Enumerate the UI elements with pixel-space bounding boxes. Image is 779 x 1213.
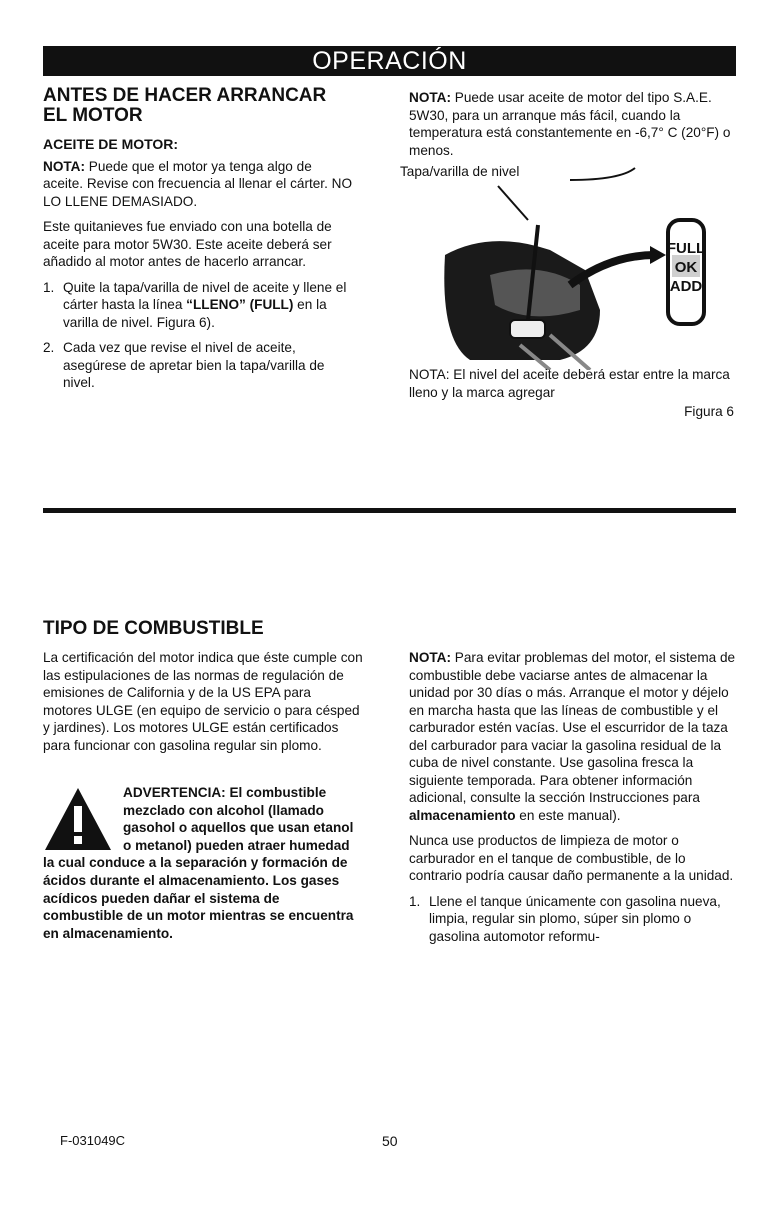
step-number: 2. bbox=[43, 340, 55, 355]
figure-oil-dipstick bbox=[400, 160, 735, 370]
body-paragraph: La certificación del motor indica que éste cumple con las estipulaciones de las normas de regulación de emisiones de California y de la US EPA para motores ULGE (en equipo de servicio o para césped y jardines). Los motores ULGE están certificados para funcionar con gasolina regular sin plomo. bbox=[43, 650, 363, 753]
gauge-add-label: ADD bbox=[669, 278, 703, 295]
note-bold-text: almacenamiento bbox=[409, 807, 516, 823]
body-paragraph: Nunca use productos de limpieza de motor o carburador en el tanque de combustible, de lo contrario podría causar daño permanente a la unidad. bbox=[409, 833, 734, 883]
fuel-notes bbox=[409, 649, 736, 953]
step-bold-text: “LLENO” (FULL) bbox=[186, 297, 294, 312]
note-label: NOTA: bbox=[409, 650, 452, 665]
note-text: Puede usar aceite de motor del tipo S.A.E. 5W30, para un arranque más fácil, cuando la temperatura está constantemente en -6,7° C (20°F) o menos. bbox=[409, 90, 731, 158]
note-label: NOTA: bbox=[43, 158, 86, 174]
document-code: F-031049C bbox=[60, 1133, 126, 1148]
oil-type-note bbox=[409, 89, 734, 167]
note-text: Para evitar problemas del motor, el sistema de combustible debe vaciarse antes de almacenar la unidad por 30 días o más. Arranque el motor y déjelo en marcha hasta que las líneas de combustible y el carburador estén vacías. Use el escurridor de la taza del carburador para vaciar la gasolina residual de la cuba de nivel constante. Use gasolina fresca la siguiente temporada. Para obtener información adicional, consulte la sección Instrucciones para bbox=[409, 650, 736, 805]
gauge-ok-label: OK bbox=[674, 259, 698, 276]
note-paragraph bbox=[409, 649, 736, 824]
warning-icon bbox=[43, 786, 113, 852]
step-text: Llene el tanque únicamente con gasolina nueva, limpia, regular sin plomo, súper sin plomo o gasolina automotor reformu- bbox=[429, 893, 721, 944]
section-title-line1: ANTES DE HACER ARRANCAR bbox=[43, 85, 327, 106]
hand-curve bbox=[570, 168, 635, 180]
figure-caption bbox=[409, 366, 734, 421]
warning-text: ADVERTENCIA: El combustible mezclado con alcohol (llamado gasohol o aquellos que usan etanol o metanol) pueden atraer humedad la cual conduce a la separación y formación de ácidos durante el almacenamiento. Los gases acídicos pueden dañar el sistema de combustible de un motor mientras se encuentra en almacenamiento. bbox=[43, 785, 354, 941]
section-fuel-type bbox=[43, 619, 363, 942]
note-text-end: en este manual). bbox=[515, 807, 621, 823]
steps-list bbox=[43, 279, 355, 392]
section-title-line2: EL MOTOR bbox=[43, 105, 143, 126]
step-text: Quite la tapa/varilla de nivel de aceite y llene el cárter hasta la línea bbox=[63, 279, 347, 312]
step-item bbox=[43, 339, 355, 392]
steps-list bbox=[409, 893, 736, 946]
section-divider bbox=[43, 508, 736, 513]
subsection-title: ACEITE DE MOTOR: bbox=[43, 136, 179, 152]
section-engine-oil bbox=[43, 86, 355, 400]
step-text-end: en la varilla de nivel. Figura 6). bbox=[63, 297, 327, 330]
note-label: NOTA: bbox=[409, 90, 452, 105]
dipstick-illustration bbox=[400, 160, 735, 370]
caption-text: NOTA: El nivel del aceite deberá estar entre la marca lleno y la marca agregar bbox=[409, 367, 730, 400]
gauge-full-label: FULL bbox=[666, 240, 706, 257]
step-item bbox=[43, 279, 355, 332]
section-title: TIPO DE COMBUSTIBLE bbox=[43, 618, 264, 639]
note-paragraph bbox=[43, 158, 355, 211]
warning-block bbox=[43, 784, 363, 942]
page-number: 50 bbox=[382, 1133, 398, 1149]
step-item bbox=[409, 893, 736, 946]
body-paragraph: Este quitanieves fue enviado con una botella de aceite para motor 5W30. Este aceite deberá ser añadido al motor antes de hacerlo arrancar. bbox=[43, 219, 332, 269]
page-banner: OPERACIÓN bbox=[43, 46, 736, 76]
callout-label: Tapa/varilla de nivel bbox=[400, 164, 520, 179]
arrow-head bbox=[650, 246, 666, 264]
step-text: Cada vez que revise el nivel de aceite, asegúrese de apretar bien la tapa/varilla de nivel. bbox=[63, 340, 325, 390]
note-text: Puede que el motor ya tenga algo de aceite. Revise con frecuencia al llenar el cárter. NO LO LLENE DEMASIADO. bbox=[43, 158, 353, 209]
step-number: 1. bbox=[43, 279, 55, 295]
step-number: 1. bbox=[409, 893, 421, 909]
figure-label: Figura 6 bbox=[684, 404, 734, 419]
oil-filler-cap bbox=[510, 320, 545, 338]
callout-arrow bbox=[498, 186, 528, 220]
